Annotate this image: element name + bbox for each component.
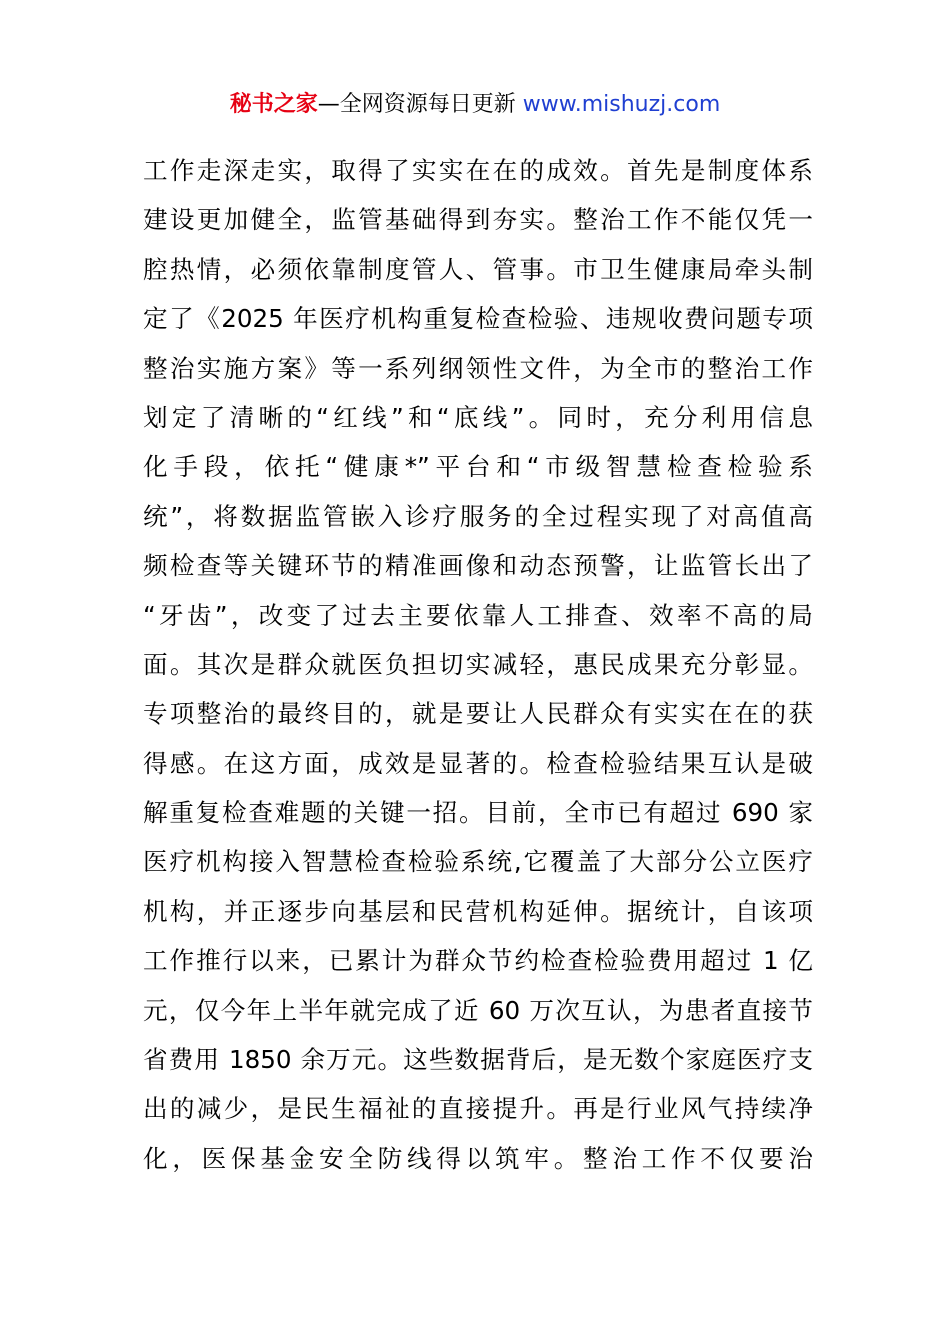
text-line: 省费用 1850 余万元。这些数据背后，是无数个家庭医疗支 — [143, 1045, 813, 1075]
text-line: 频检查等关键环节的精准画像和动态预警，让监管长出了 — [143, 551, 813, 581]
text-line: 面。其次是群众就医负担切实减轻，惠民成果充分彰显。 — [143, 649, 813, 679]
site-header — [0, 88, 950, 122]
text-line: 统”，将数据监管嵌入诊疗服务的全过程实现了对高值高 — [143, 501, 813, 531]
document-body — [143, 146, 813, 1183]
text-line: 化，医保基金安全防线得以筑牢。整治工作不仅要治 — [143, 1143, 813, 1173]
text-line: 专项整治的最终目的，就是要让人民群众有实实在在的获 — [143, 699, 813, 729]
text-line: 工作走深走实，取得了实实在在的成效。首先是制度体系 — [143, 156, 813, 185]
text-line: 建设更加健全，监管基础得到夯实。整治工作不能仅凭一 — [143, 205, 813, 235]
text-line: 出的减少，是民生福祉的直接提升。再是行业风气持续净 — [143, 1094, 813, 1124]
text-line: 划定了清晰的“红线”和“底线”。同时，充分利用信息 — [143, 402, 813, 432]
text-line: 定了《2025 年医疗机构重复检查检验、违规收费问题专项 — [143, 304, 813, 334]
text-line: 得感。在这方面，成效是显著的。检查检验结果互认是破 — [143, 748, 813, 778]
text-line: “牙齿”，改变了过去主要依靠人工排查、效率不高的局 — [143, 600, 813, 630]
text-line: 医疗机构接入智慧检查检验系统,它覆盖了大部分公立医疗 — [143, 847, 813, 877]
text-line: 工作推行以来，已累计为群众节约检查检验费用超过 1 亿 — [143, 946, 813, 976]
text-line: 解重复检查难题的关键一招。目前，全市已有超过 690 家 — [143, 798, 813, 828]
text-line: 整治实施方案》等一系列纲领性文件，为全市的整治工作 — [143, 353, 813, 383]
header-tagline: —全网资源每日更新 — [317, 92, 523, 117]
text-line: 化手段，依托“健康*”平台和“市级智慧检查检验系 — [143, 452, 813, 482]
header-url-link[interactable]: www.mishuzj.com — [522, 92, 721, 117]
text-line: 腔热情，必须依靠制度管人、管事。市卫生健康局牵头制 — [143, 254, 813, 284]
text-line: 机构，并正逐步向基层和民营机构延伸。据统计，自该项 — [143, 896, 813, 926]
text-line: 元，仅今年上半年就完成了近 60 万次互认，为患者直接节 — [143, 995, 813, 1025]
header-brand: 秘书之家 — [229, 92, 318, 117]
